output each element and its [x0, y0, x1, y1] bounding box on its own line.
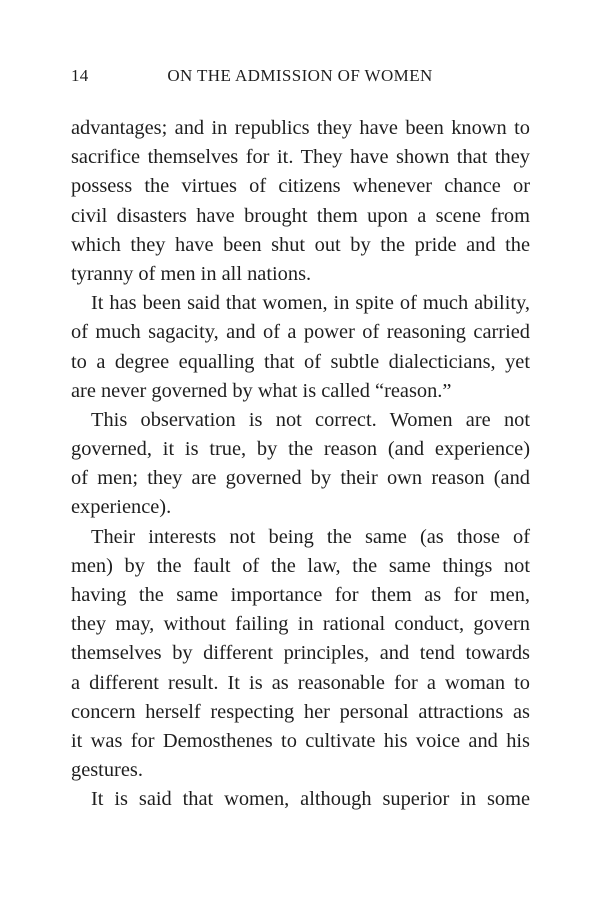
text-line: It has been said that women, in spite of much ability,: [91, 292, 530, 315]
body-text: [71, 114, 530, 815]
text-line: it was for Demosthenes to cultivate his voice and his: [71, 729, 530, 752]
page-number: 14: [71, 66, 89, 85]
text-line: concern herself respecting her personal attractions as: [71, 700, 530, 723]
text-line: having the same importance for them as for men,: [71, 584, 530, 606]
text-line: civil disasters have brought them upon a scene from: [71, 204, 530, 227]
text-line: of much sagacity, and of a power of reasoning carried: [71, 321, 530, 344]
text-line: are never governed by what is called “reason.”: [71, 379, 452, 402]
text-line: experience).: [71, 496, 172, 519]
text-line: sacrifice themselves for it. They have shown that they: [71, 146, 530, 169]
text-line: to a degree equalling that of subtle dialecticians, yet: [71, 350, 530, 373]
text-line: gestures.: [71, 759, 143, 782]
text-line: Their interests not being the same (as those of: [91, 525, 530, 548]
text-line: men) by the fault of the law, the same things not: [71, 554, 530, 577]
text-line: a different result. It is as reasonable for a woman to: [71, 671, 530, 694]
text-line: possess the virtues of citizens whenever chance or: [71, 175, 530, 198]
text-line: This observation is not correct. Women are not: [91, 408, 530, 431]
text-line: of men; they are governed by their own reason (and: [71, 467, 530, 490]
text-line: which they have been shut out by the pride and the: [71, 233, 530, 256]
text-line: they may, without failing in rational conduct, govern: [71, 613, 530, 636]
text-line: It is said that women, although superior in some: [91, 788, 530, 811]
text-line: advantages; and in republics they have been known to: [71, 117, 530, 139]
text-line: governed, it is true, by the reason (and experience): [71, 438, 530, 461]
running-head: [71, 66, 529, 90]
running-title: ON THE ADMISSION OF WOMEN: [167, 66, 433, 85]
text-line: tyranny of men in all nations.: [71, 262, 312, 285]
text-line: themselves by different principles, and tend towards: [71, 642, 530, 665]
